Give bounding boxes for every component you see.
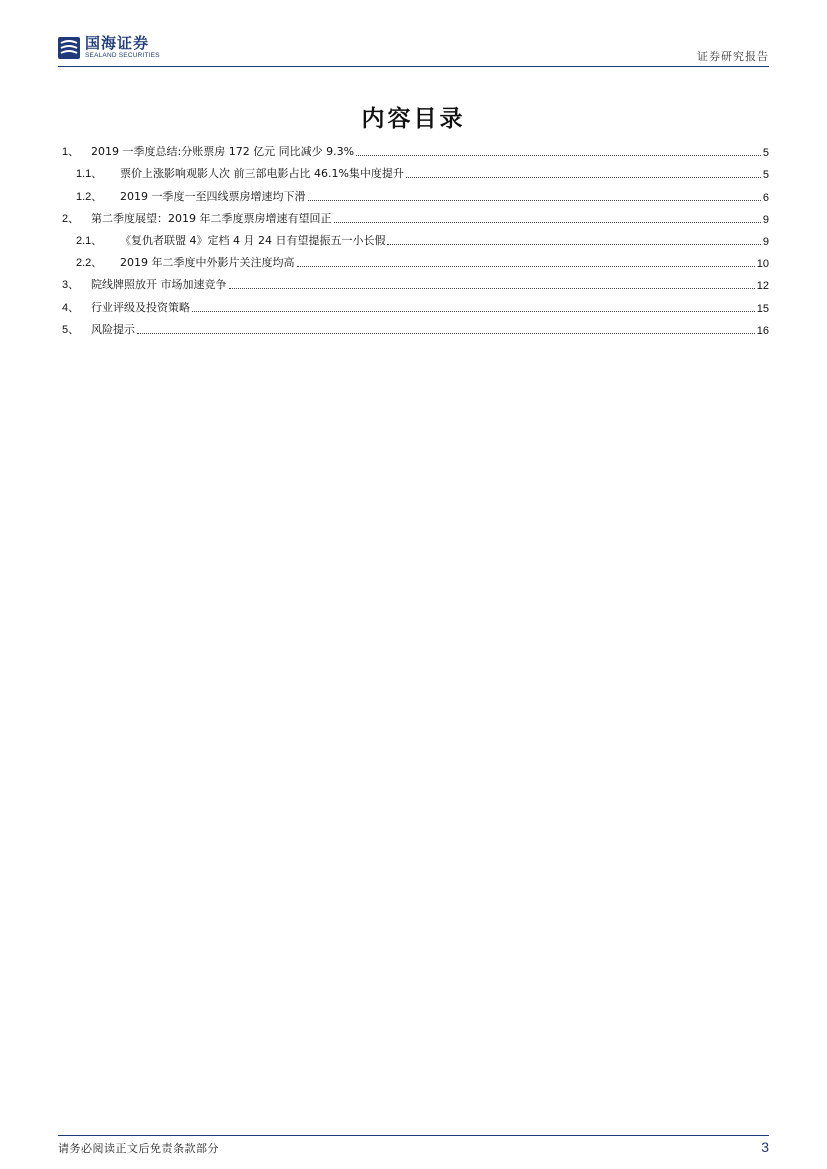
toc-entry[interactable] [62,292,769,314]
toc-entry-text: 行业评级及投资策略 [91,300,190,314]
toc-leader-dots [137,332,755,334]
report-type-label: 证券研究报告 [697,50,769,63]
toc-entry[interactable] [62,159,769,181]
footer-disclaimer: 请务必阅读正文后免责条款部分 [58,1142,219,1155]
toc-entry-page: 15 [756,302,769,315]
footer-divider [58,1135,769,1136]
toc-entry-text: 2019 年二季度中外影片关注度均高 [120,256,295,270]
toc-entry[interactable] [62,248,769,270]
toc-entry-page: 12 [756,280,769,293]
toc-entry-page: 10 [756,258,769,271]
toc-entry-page: 9 [762,213,769,226]
toc-entry-page: 9 [762,235,769,248]
toc-entry-number: 5、 [62,323,80,336]
toc-leader-dots [406,176,761,178]
toc-leader-dots [297,265,755,267]
toc-leader-dots [356,154,761,156]
logo-name-cn: 国海证券 [85,34,150,52]
page-number: 3 [761,1139,769,1155]
toc-entry-number: 2.1、 [76,234,103,247]
toc-leader-dots [192,310,755,312]
sealand-logo-icon [58,37,80,59]
toc-entry-number: 1.2、 [76,190,103,203]
logo-name-en: SEALAND SECURITIES [85,52,160,59]
toc-leader-dots [308,199,761,201]
toc-leader-dots [334,221,761,223]
company-logo [58,36,160,60]
toc-entry[interactable] [62,137,769,159]
toc-entry-number: 2.2、 [76,257,103,270]
toc-entry-page: 6 [762,191,769,204]
toc-entry-page: 5 [762,147,769,160]
toc-entry-text: 第二季度展望：2019 年二季度票房增速有望回正 [91,211,332,225]
toc-entry-text: 票价上涨影响观影人次 前三部电影占比 46.1%集中度提升 [120,167,404,181]
table-of-contents [62,137,769,337]
page-header [58,30,769,66]
toc-entry-text: 2019 一季度总结:分账票房 172 亿元 同比减少 9.3% [91,145,355,159]
toc-entry-number: 1.1、 [76,168,103,181]
toc-entry-text: 2019 一季度一至四线票房增速均下滑 [120,189,306,203]
toc-leader-dots [387,243,760,245]
toc-entry-number: 1、 [62,146,80,159]
header-divider [58,66,769,67]
toc-title: 内容目录 [361,106,466,132]
toc-entry[interactable] [62,204,769,226]
toc-entry-text: 风险提示 [91,322,135,336]
toc-entry[interactable] [62,226,769,248]
toc-entry-text: 院线牌照放开 市场加速竞争 [91,278,227,292]
toc-entry[interactable] [62,315,769,337]
toc-entry-number: 2、 [62,212,80,225]
toc-entry-number: 4、 [62,301,80,314]
toc-entry-text: 《复仇者联盟 4》定档 4 月 24 日有望提振五一小长假 [120,233,386,247]
toc-entry-number: 3、 [62,279,80,292]
toc-entry[interactable] [62,181,769,203]
toc-entry-page: 5 [762,169,769,182]
toc-entry[interactable] [62,270,769,292]
toc-entry-page: 16 [756,324,769,337]
toc-leader-dots [229,287,755,289]
